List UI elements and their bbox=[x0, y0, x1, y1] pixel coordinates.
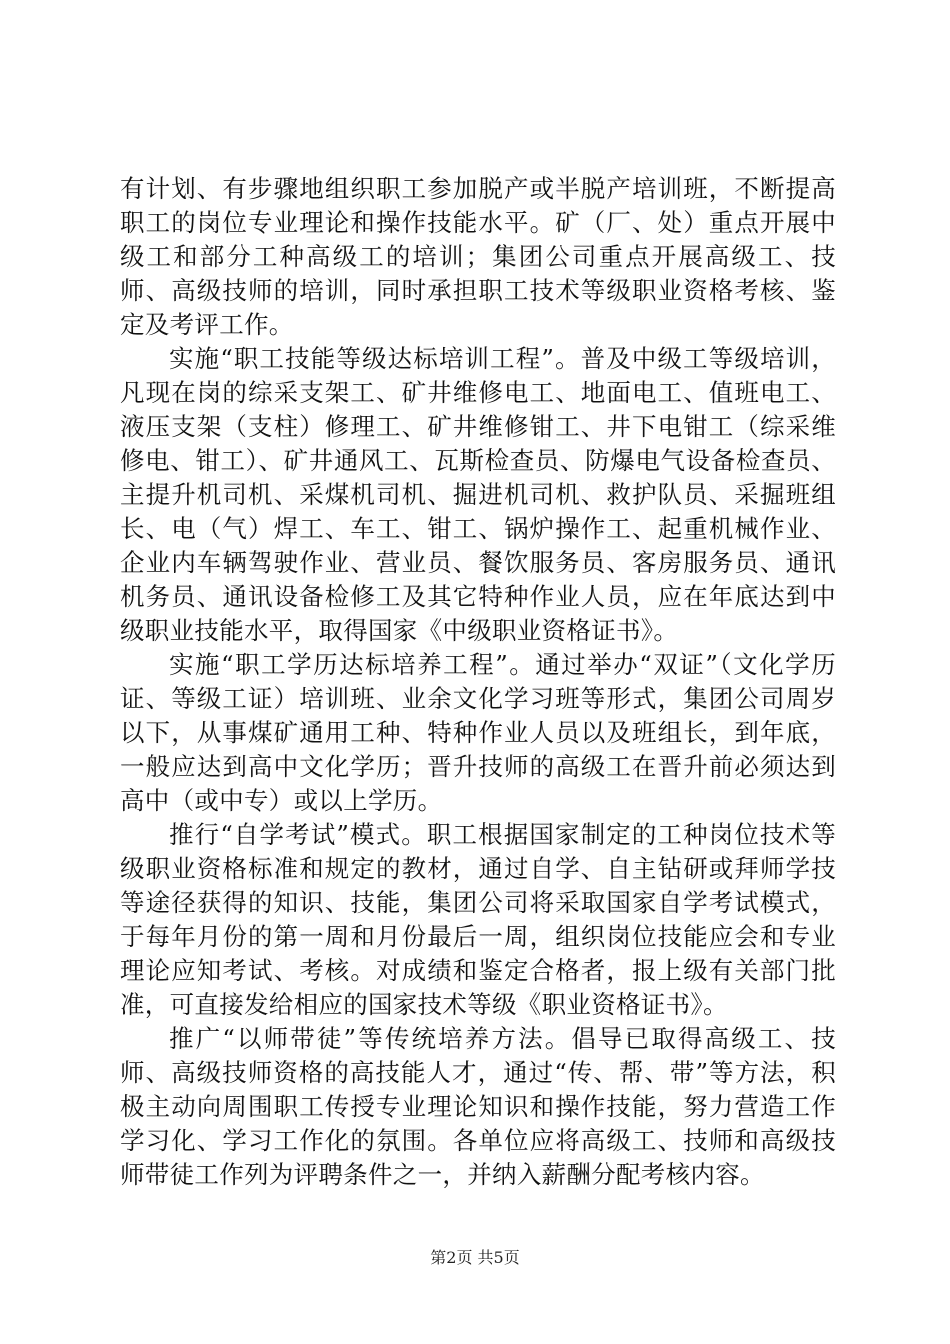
paragraph-self-study-exam: 推行“自学考试”模式。职工根据国家制定的工种岗位技术等级职业资格标准和规定的教材，通过自学、自主钻研或拜师学技等途径获得的知识、技能，集团公司将采取国家自学考试模式，于每年月份的第一周和月份最后一周，组织岗位技能应会和专业理论应知考试、考核。对成绩和鉴定合格者，报上级有关部门批准，可直接发给相应的国家技术等级《职业资格证书》。 bbox=[120, 820, 836, 1019]
paragraph-apprenticeship: 推广“以师带徒”等传统培养方法。倡导已取得高级工、技师、高级技师资格的高技能人才，通过“传、帮、带”等方法，积极主动向周围职工传授专业理论知识和操作技能，努力营造工作学习化、学习工作化的氛围。各单位应将高级工、技师和高级技师带徒工作列为评聘条件之一，并纳入薪酬分配考核内容。 bbox=[120, 1024, 836, 1189]
paragraph-continuation: 有计划、有步骤地组织职工参加脱产或半脱产培训班，不断提高职工的岗位专业理论和操作技能水平。矿（厂、处）重点开展中级工和部分工种高级工的培训；集团公司重点开展高级工、技师、高级技师的培训，同时承担职工技术等级职业资格考核、鉴定及考评工作。 bbox=[120, 174, 836, 339]
document-body bbox=[120, 172, 836, 1192]
paragraph-skill-training: 实施“职工技能等级达标培训工程”。普及中级工等级培训，凡现在岗的综采支架工、矿井维修电工、地面电工、值班电工、液压支架（支柱）修理工、矿井维修钳工、井下电钳工（综采维修电、钳工）、矿井通风工、瓦斯检查员、防爆电气设备检查员、主提升机司机、采煤机司机、掘进机司机、救护队员、采掘班组长、电（气）焊工、车工、钳工、锅炉操作工、起重机械作业、企业内车辆驾驶作业、营业员、餐饮服务员、客房服务员、通讯机务员、通讯设备检修工及其它特种作业人员，应在年底达到中级职业技能水平，取得国家《中级职业资格证书》。 bbox=[120, 344, 836, 645]
paragraph-education-training: 实施“职工学历达标培养工程”。通过举办“双证”（文化学历证、等级工证）培训班、业余文化学习班等形式，集团公司周岁以下，从事煤矿通用工种、特种作业人员以及班组长，到年底，一般应达到高中文化学历；晋升技师的高级工在晋升前必须达到高中（或中专）或以上学历。 bbox=[120, 650, 836, 815]
page-number-footer: 第2页 共5页 bbox=[430, 1248, 520, 1267]
